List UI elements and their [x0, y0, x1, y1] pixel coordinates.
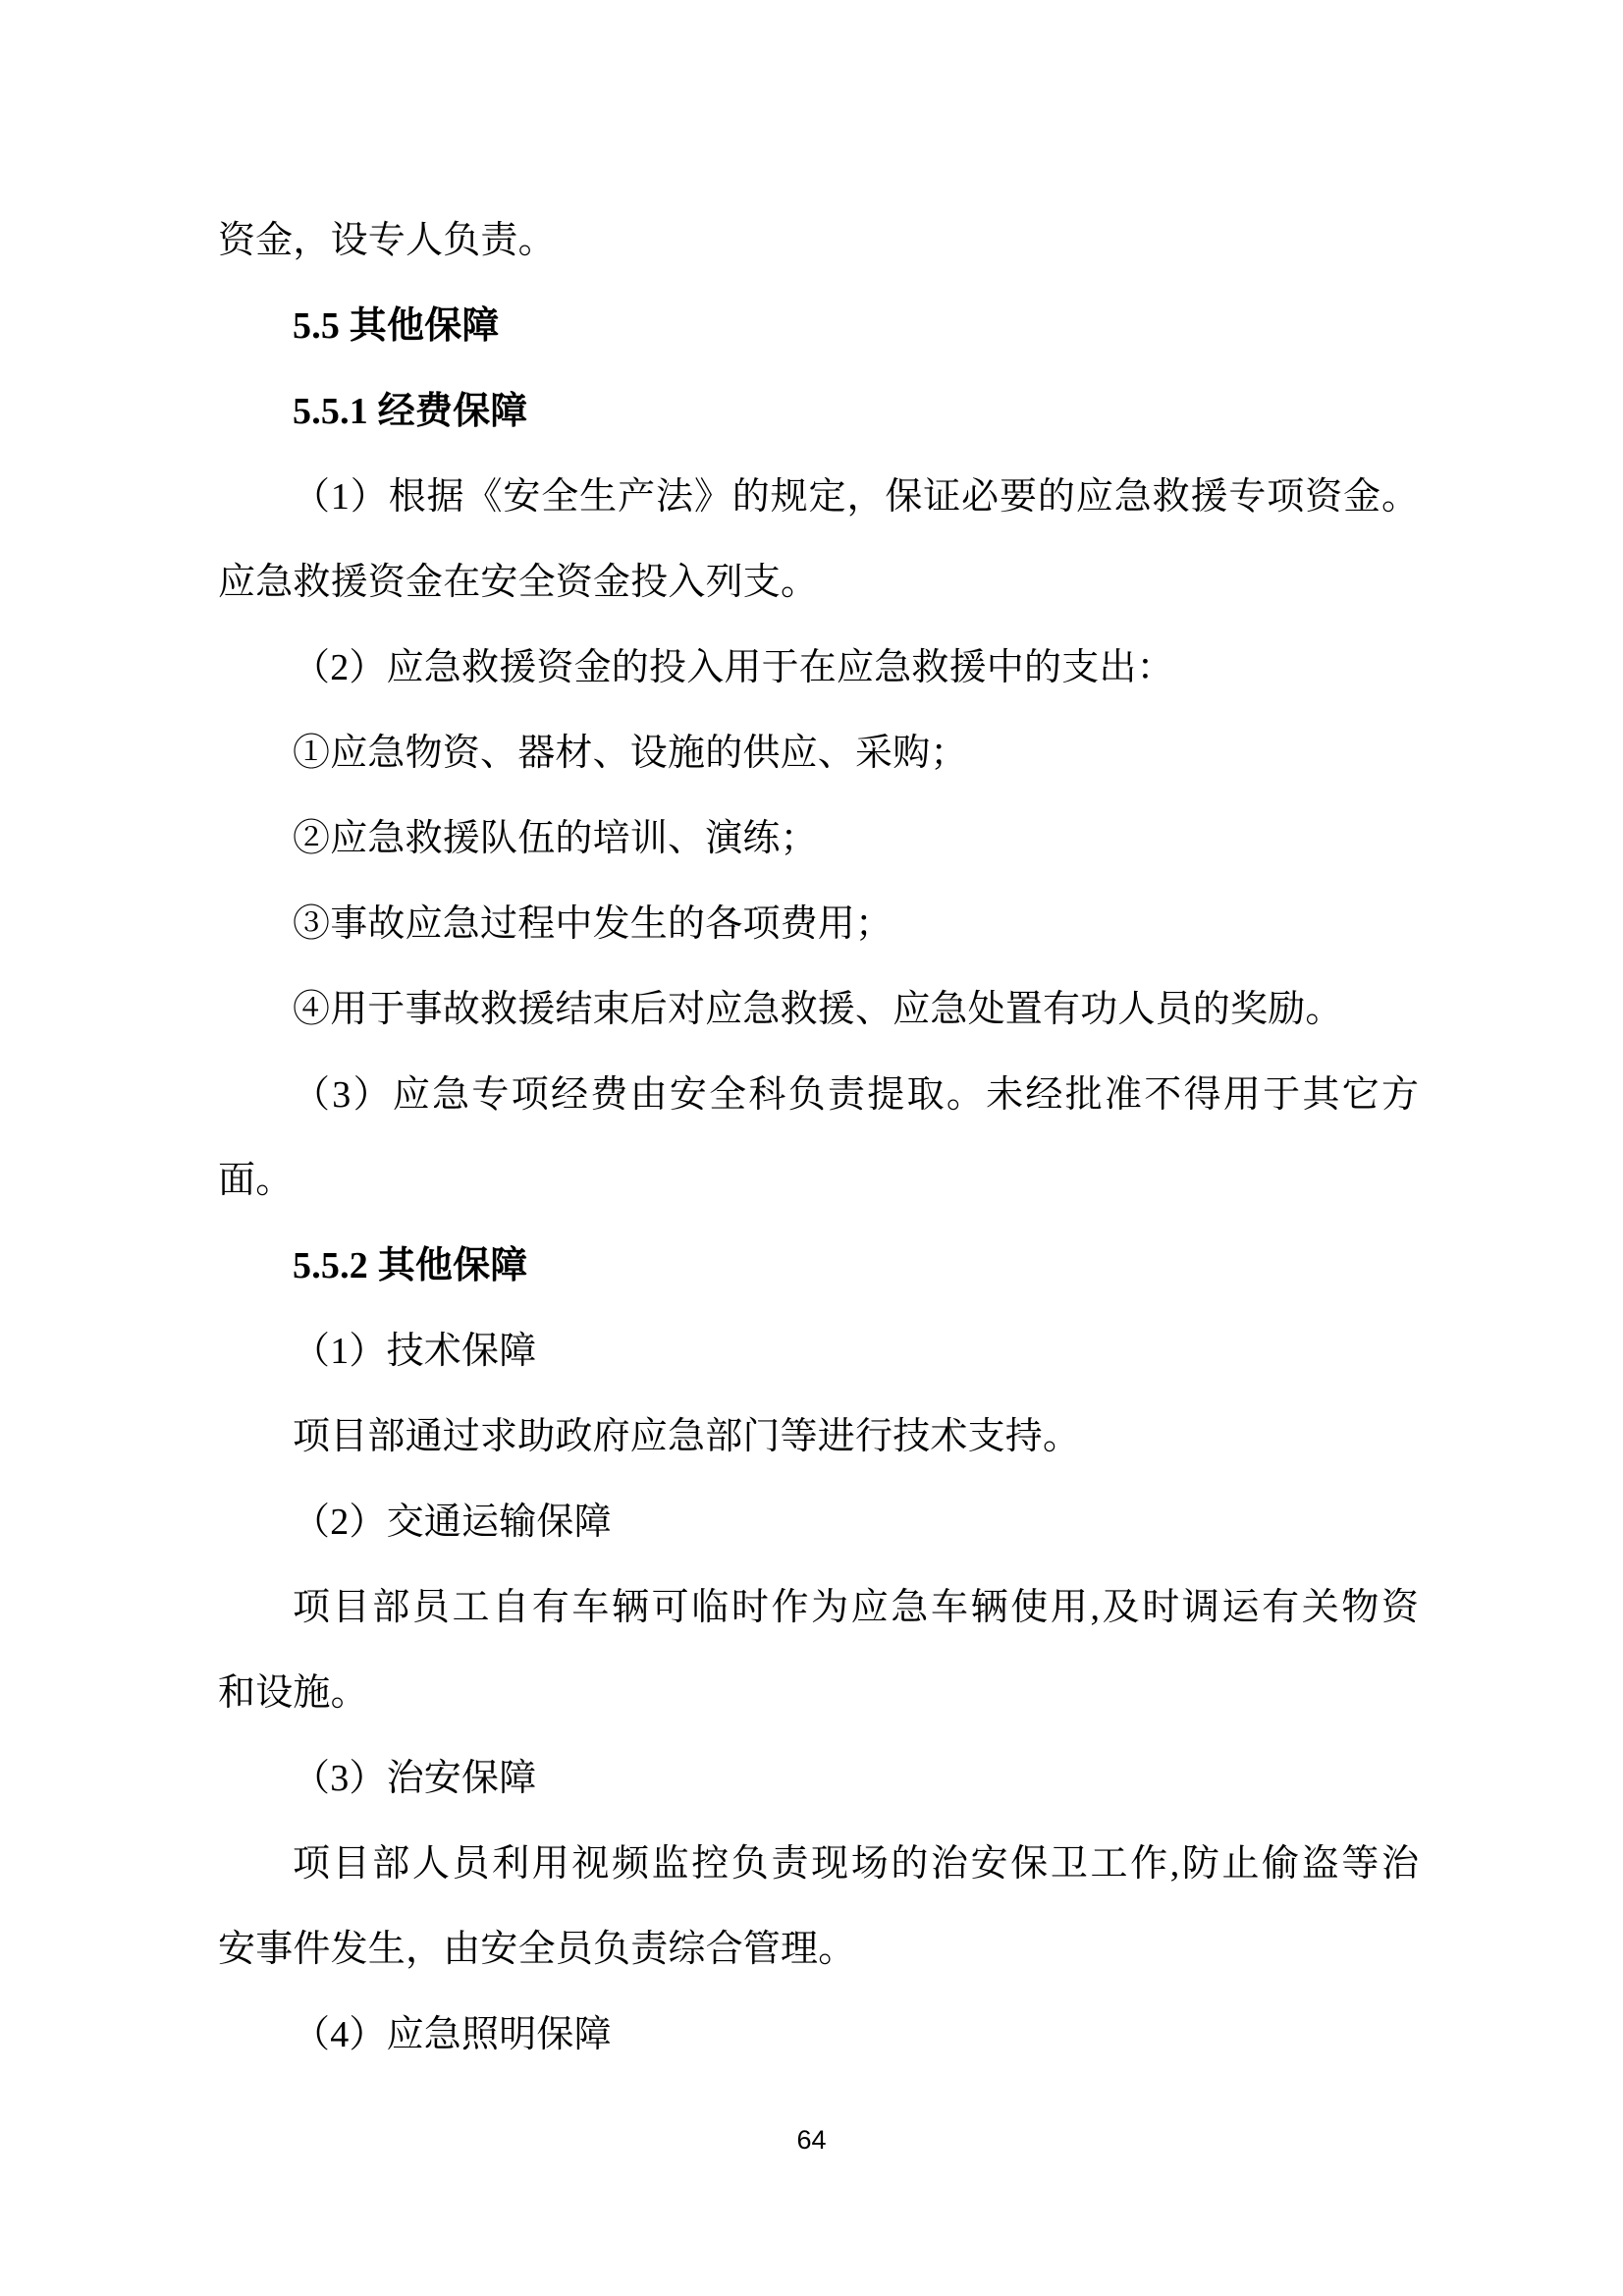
list-item-circle-1: ①应急物资、器材、设施的供应、采购；: [293, 733, 968, 774]
continuation-line: 和设施。: [218, 1672, 368, 1714]
list-item-circle-4: ④用于事故救援结束后对应急救援、应急处置有功人员的奖励。: [293, 989, 1343, 1030]
continuation-line: 资金，设专人负责。: [218, 220, 556, 261]
section-heading-5-5: 5.5 其他保障: [293, 305, 500, 347]
document-body: [218, 198, 1419, 2078]
paragraph-tech-body: 项目部通过求助政府应急部门等进行技术支持。: [293, 1416, 1081, 1457]
paragraph-item-transport-title: （2）交通运输保障: [293, 1502, 612, 1543]
paragraph-item-security-title: （3）治安保障: [293, 1758, 537, 1799]
paragraph-transport-body: 项目部员工自有车辆可临时作为应急车辆使用,及时调运有关物资: [293, 1587, 1419, 1628]
subsection-heading-5-5-2: 5.5.2 其他保障: [293, 1245, 528, 1286]
paragraph-funding-item-2: （2）应急救援资金的投入用于在应急救援中的支出：: [293, 647, 1174, 688]
page-number: 64: [796, 2125, 827, 2155]
continuation-line: 安事件发生，由安全员负责综合管理。: [218, 1929, 856, 1970]
list-item-circle-3: ③事故应急过程中发生的各项费用；: [293, 903, 893, 945]
paragraph-item-tech-title: （1）技术保障: [293, 1331, 537, 1372]
list-item-circle-2: ②应急救援队伍的培训、演练；: [293, 818, 818, 859]
paragraph-funding-item-1: （1）根据《安全生产法》的规定，保证必要的应急救援专项资金。: [293, 476, 1419, 518]
continuation-line: 面。: [218, 1160, 294, 1201]
paragraph-security-body: 项目部人员利用视频监控负责现场的治安保卫工作,防止偷盗等治: [293, 1843, 1419, 1885]
paragraph-item-lighting-title: （4）应急照明保障: [293, 2014, 612, 2055]
paragraph-funding-item-3: （3）应急专项经费由安全科负责提取。未经批准不得用于其它方: [293, 1074, 1419, 1116]
continuation-line: 应急救援资金在安全资金投入列支。: [218, 562, 819, 603]
subsection-heading-5-5-1: 5.5.1 经费保障: [293, 391, 528, 432]
